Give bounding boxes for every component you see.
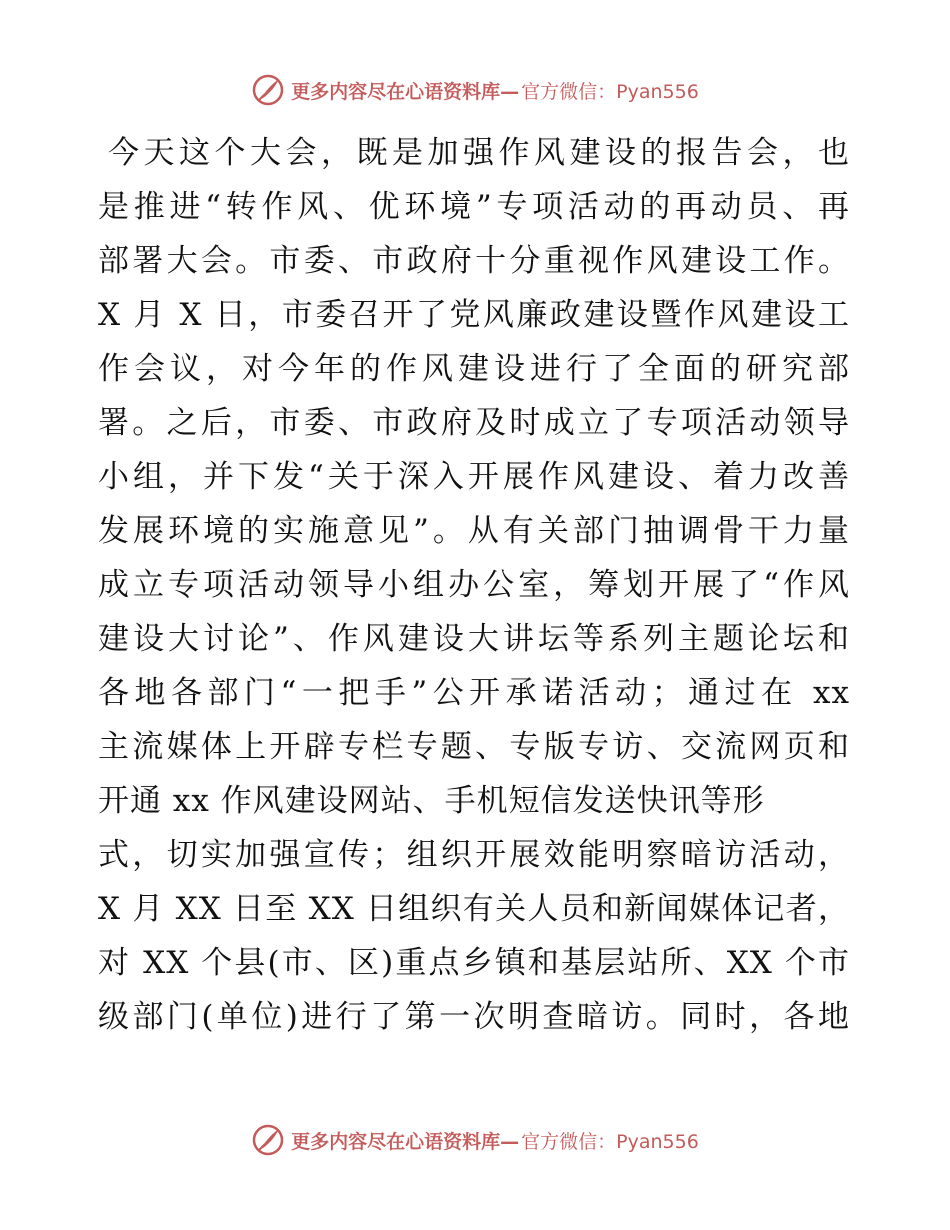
watermark-label: 更多内容尽在心语资料库—: [291, 80, 520, 103]
text-line: 是推进“转作风、优环境”专项活动的再动员、再: [98, 189, 850, 225]
text-line: 开通 xx 作风建设网站、手机短信发送快讯等形: [98, 783, 765, 819]
text-line: 式，切实加强宣传；组织开展效能明察暗访活动，: [98, 837, 850, 873]
text-line: 主流媒体上开辟专栏专题、专版专访、交流网页和: [98, 729, 850, 765]
watermark-label: 更多内容尽在心语资料库—: [291, 1130, 520, 1153]
watermark-contact: 官方微信：Pyan556: [521, 80, 699, 103]
text-line: 发展环境的实施意见”。从有关部门抽调骨干力量: [98, 513, 850, 549]
text-line: 作会议，对今年的作风建设进行了全面的研究部: [98, 351, 850, 387]
footer-watermark: [0, 1120, 950, 1160]
text-line: 署。之后，市委、市政府及时成立了专项活动领导: [98, 405, 850, 441]
text-line: 各地各部门“一把手”公开承诺活动；通过在 xx: [98, 675, 850, 711]
text-line: 今天这个大会，既是加强作风建设的报告会，也: [108, 135, 850, 171]
text-line: 级部门(单位)进行了第一次明查暗访。同时，各地: [98, 999, 850, 1035]
quill-logo-icon: [251, 73, 285, 107]
quill-logo-icon: [251, 1123, 285, 1157]
text-line: X 月 X 日，市委召开了党风廉政建设暨作风建设工: [98, 297, 850, 333]
text-line: 小组，并下发“关于深入开展作风建设、着力改善: [98, 459, 850, 495]
header-watermark: [0, 70, 950, 110]
document-body: [98, 126, 850, 1044]
text-line: X 月 XX 日至 XX 日组织有关人员和新闻媒体记者，: [98, 891, 850, 927]
text-line: 对 XX 个县(市、区)重点乡镇和基层站所、XX 个市: [98, 945, 850, 981]
text-line: 建设大讨论”、作风建设大讲坛等系列主题论坛和: [98, 621, 850, 657]
text-line: 成立专项活动领导小组办公室，筹划开展了“作风: [98, 567, 850, 603]
watermark-contact: 官方微信：Pyan556: [521, 1130, 699, 1153]
text-line: 部署大会。市委、市政府十分重视作风建设工作。: [98, 243, 850, 279]
